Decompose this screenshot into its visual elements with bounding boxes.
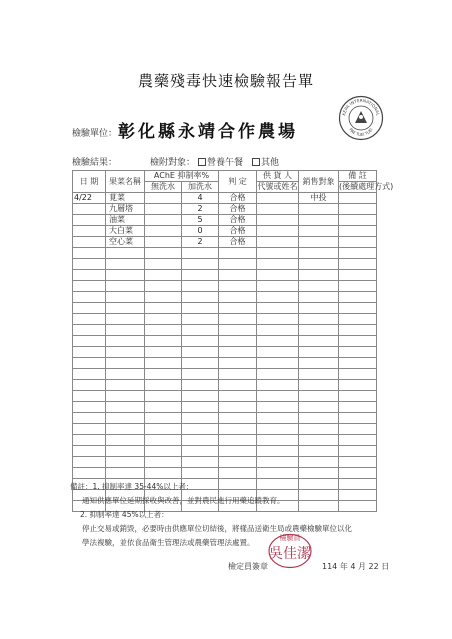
empty-cell <box>73 336 106 347</box>
checkbox-lunch[interactable] <box>198 158 206 166</box>
empty-cell <box>106 292 145 303</box>
empty-cell <box>257 380 299 391</box>
table-row <box>73 237 377 248</box>
cell-judgment: 合格 <box>219 226 257 237</box>
empty-table-row <box>73 457 377 468</box>
empty-cell <box>106 248 145 259</box>
empty-cell <box>106 303 145 314</box>
empty-cell <box>145 369 182 380</box>
empty-cell <box>106 402 145 413</box>
empty-table-row <box>73 435 377 446</box>
empty-cell <box>219 292 257 303</box>
empty-cell <box>339 281 377 292</box>
empty-cell <box>182 270 219 281</box>
table-row <box>73 226 377 237</box>
empty-cell <box>106 369 145 380</box>
cell-unwashed <box>145 193 182 204</box>
empty-cell <box>257 325 299 336</box>
header-produce: 果菜名稱 <box>106 171 145 193</box>
empty-cell <box>145 336 182 347</box>
empty-cell <box>257 457 299 468</box>
empty-cell <box>299 446 339 457</box>
empty-cell <box>339 270 377 281</box>
report-table <box>72 170 394 512</box>
empty-cell <box>299 402 339 413</box>
empty-cell <box>219 413 257 424</box>
empty-cell <box>339 248 377 259</box>
cell-unwashed <box>145 204 182 215</box>
notes-line-2: 通知供應單位延期採收與改善，並對農民進行用藥追蹤教育。 <box>82 496 285 505</box>
empty-cell <box>219 402 257 413</box>
empty-cell <box>106 358 145 369</box>
cell-produce: 油菜 <box>106 215 145 226</box>
notes-line-5: 學法複驗，並依食品衛生管理法或農藥管理法處置。 <box>82 538 255 547</box>
cell-washed: 4 <box>182 193 219 204</box>
empty-cell <box>219 281 257 292</box>
empty-cell <box>339 446 377 457</box>
empty-cell <box>339 435 377 446</box>
cell-supplier <box>257 237 299 248</box>
empty-cell <box>219 457 257 468</box>
empty-cell <box>182 446 219 457</box>
empty-cell <box>257 336 299 347</box>
empty-cell <box>73 325 106 336</box>
empty-cell <box>339 292 377 303</box>
empty-table-row <box>73 369 377 380</box>
empty-cell <box>106 424 145 435</box>
empty-cell <box>257 314 299 325</box>
header-unwashed: 無洗水 <box>145 182 182 193</box>
empty-table-row <box>73 347 377 358</box>
empty-cell <box>182 336 219 347</box>
empty-table-row <box>73 281 377 292</box>
empty-cell <box>182 380 219 391</box>
empty-cell <box>182 424 219 435</box>
empty-cell <box>145 435 182 446</box>
empty-cell <box>73 457 106 468</box>
empty-cell <box>182 468 219 479</box>
empty-cell <box>145 259 182 270</box>
empty-table-row <box>73 303 377 314</box>
table-row <box>73 204 377 215</box>
empty-cell <box>299 369 339 380</box>
empty-cell <box>257 358 299 369</box>
empty-cell <box>106 457 145 468</box>
empty-cell <box>219 391 257 402</box>
empty-cell <box>145 446 182 457</box>
empty-cell <box>339 380 377 391</box>
empty-cell <box>257 259 299 270</box>
cell-produce: 大白菜 <box>106 226 145 237</box>
empty-cell <box>299 468 339 479</box>
empty-table-row <box>73 413 377 424</box>
empty-cell <box>219 468 257 479</box>
empty-cell <box>145 314 182 325</box>
empty-cell <box>299 281 339 292</box>
report-title: 農藥殘毒快速檢驗報告單 <box>137 72 314 90</box>
empty-cell <box>106 336 145 347</box>
empty-cell <box>106 435 145 446</box>
empty-cell <box>182 292 219 303</box>
empty-cell <box>299 325 339 336</box>
empty-cell <box>219 424 257 435</box>
empty-cell <box>106 413 145 424</box>
cell-unwashed <box>145 215 182 226</box>
cell-washed: 2 <box>182 237 219 248</box>
empty-cell <box>219 259 257 270</box>
empty-cell <box>145 248 182 259</box>
svg-text:PAE TUEI TUEI <box>348 127 373 137</box>
notes-line-3: 2. 抑制率達 45%以上者： <box>80 510 169 519</box>
cell-sales-target <box>299 215 339 226</box>
cell-sales-target <box>299 204 339 215</box>
cell-sales-target <box>299 237 339 248</box>
empty-cell <box>299 435 339 446</box>
cell-remarks <box>339 204 377 215</box>
empty-table-row <box>73 391 377 402</box>
stamp-top-text: 檢驗員 <box>279 534 301 542</box>
cell-washed: 5 <box>182 215 219 226</box>
empty-cell <box>145 358 182 369</box>
empty-cell <box>219 358 257 369</box>
empty-cell <box>219 336 257 347</box>
empty-cell <box>219 347 257 358</box>
empty-cell <box>182 358 219 369</box>
empty-cell <box>106 281 145 292</box>
empty-cell <box>182 413 219 424</box>
empty-cell <box>299 424 339 435</box>
empty-cell <box>73 281 106 292</box>
cell-remarks <box>339 237 377 248</box>
target-label: 檢附對象： <box>150 158 196 168</box>
empty-cell <box>182 369 219 380</box>
cell-remarks <box>339 215 377 226</box>
empty-table-row <box>73 424 377 435</box>
empty-cell <box>145 270 182 281</box>
empty-cell <box>219 248 257 259</box>
cell-sales-target <box>299 226 339 237</box>
empty-cell <box>106 446 145 457</box>
cell-judgment: 合格 <box>219 237 257 248</box>
empty-cell <box>182 457 219 468</box>
empty-cell <box>73 446 106 457</box>
empty-cell <box>106 468 145 479</box>
empty-cell <box>339 325 377 336</box>
cell-produce: 九層塔 <box>106 204 145 215</box>
empty-cell <box>339 424 377 435</box>
empty-cell <box>257 402 299 413</box>
empty-cell <box>106 259 145 270</box>
empty-cell <box>73 468 106 479</box>
cell-sales-target: 中投 <box>299 193 339 204</box>
cell-judgment: 合格 <box>219 215 257 226</box>
empty-cell <box>145 413 182 424</box>
empty-cell <box>299 358 339 369</box>
cell-date <box>73 237 106 248</box>
empty-cell <box>182 435 219 446</box>
empty-cell <box>257 270 299 281</box>
organization-seal-icon <box>338 95 384 141</box>
notes-line-1: 1. 抑制率達 35-44%以上者： <box>92 482 194 491</box>
empty-cell <box>73 424 106 435</box>
empty-cell <box>257 468 299 479</box>
cell-produce: 莧菜 <box>106 193 145 204</box>
empty-cell <box>299 380 339 391</box>
empty-cell <box>145 468 182 479</box>
cell-judgment: 合格 <box>219 193 257 204</box>
empty-cell <box>73 380 106 391</box>
empty-cell <box>182 391 219 402</box>
empty-cell <box>145 303 182 314</box>
empty-table-row <box>73 325 377 336</box>
empty-cell <box>299 314 339 325</box>
empty-cell <box>73 259 106 270</box>
empty-cell <box>299 270 339 281</box>
empty-table-row <box>73 402 377 413</box>
empty-cell <box>339 259 377 270</box>
target-option-lunch-label: 營養午餐 <box>207 158 244 168</box>
cell-supplier <box>257 193 299 204</box>
empty-cell <box>106 314 145 325</box>
cell-remarks <box>339 226 377 237</box>
empty-cell <box>339 391 377 402</box>
empty-cell <box>145 391 182 402</box>
stamp-name: 吳佳潔 <box>269 546 311 562</box>
inspector-label: 檢定員簽章 <box>228 562 268 571</box>
cell-produce: 空心菜 <box>106 237 145 248</box>
empty-cell <box>182 314 219 325</box>
cell-supplier <box>257 204 299 215</box>
empty-cell <box>219 435 257 446</box>
empty-cell <box>182 402 219 413</box>
empty-cell <box>182 259 219 270</box>
cell-washed: 0 <box>182 226 219 237</box>
empty-table-row <box>73 468 377 479</box>
empty-cell <box>339 457 377 468</box>
target-option-other[interactable] <box>252 155 279 168</box>
cell-date <box>73 204 106 215</box>
empty-cell <box>299 303 339 314</box>
target-option-lunch[interactable] <box>198 155 243 168</box>
empty-cell <box>219 446 257 457</box>
empty-cell <box>73 248 106 259</box>
notes-prefix: 備註： <box>70 482 93 491</box>
cell-washed: 2 <box>182 204 219 215</box>
empty-cell <box>257 292 299 303</box>
cell-judgment: 合格 <box>219 204 257 215</box>
empty-cell <box>339 303 377 314</box>
empty-cell <box>73 358 106 369</box>
empty-cell <box>299 336 339 347</box>
empty-cell <box>257 413 299 424</box>
empty-cell <box>182 248 219 259</box>
empty-cell <box>106 391 145 402</box>
empty-cell <box>73 402 106 413</box>
empty-cell <box>73 391 106 402</box>
checkbox-other[interactable] <box>252 158 260 166</box>
table-row <box>73 215 377 226</box>
empty-table-row <box>73 314 377 325</box>
empty-cell <box>257 281 299 292</box>
cell-supplier <box>257 215 299 226</box>
cell-unwashed <box>145 237 182 248</box>
empty-cell <box>219 314 257 325</box>
empty-cell <box>145 281 182 292</box>
empty-cell <box>219 270 257 281</box>
header-remarks: 備 註 <box>339 171 377 182</box>
empty-cell <box>106 380 145 391</box>
cell-date <box>73 226 106 237</box>
empty-cell <box>145 402 182 413</box>
empty-table-row <box>73 259 377 270</box>
empty-cell <box>299 347 339 358</box>
empty-cell <box>257 435 299 446</box>
empty-cell <box>257 391 299 402</box>
empty-table-row <box>73 292 377 303</box>
empty-cell <box>73 303 106 314</box>
header-ache: AChE 抑制率% <box>145 171 219 182</box>
table-row <box>73 193 377 204</box>
empty-cell <box>219 380 257 391</box>
empty-cell <box>73 270 106 281</box>
unit-name: 彰化縣永靖合作農場 <box>118 122 298 142</box>
empty-cell <box>299 413 339 424</box>
empty-cell <box>257 446 299 457</box>
header-supplier-sub: 代號或姓名 <box>257 182 298 191</box>
header-judgment: 判 定 <box>219 171 257 193</box>
unit-label: 檢驗單位： <box>72 129 118 139</box>
empty-cell <box>145 347 182 358</box>
notes-block <box>70 480 380 550</box>
seal-top-text: KEPA INTERNATIONAL <box>341 97 381 117</box>
cell-supplier <box>257 226 299 237</box>
empty-cell <box>145 292 182 303</box>
empty-cell <box>299 248 339 259</box>
empty-cell <box>106 347 145 358</box>
empty-cell <box>219 369 257 380</box>
empty-cell <box>339 336 377 347</box>
empty-cell <box>339 358 377 369</box>
empty-cell <box>73 369 106 380</box>
empty-cell <box>339 347 377 358</box>
empty-cell <box>257 248 299 259</box>
header-date: 日 期 <box>73 171 106 193</box>
inspector-stamp <box>268 533 312 569</box>
empty-cell <box>339 314 377 325</box>
empty-cell <box>339 468 377 479</box>
cell-date <box>73 215 106 226</box>
empty-table-row <box>73 380 377 391</box>
empty-cell <box>106 270 145 281</box>
empty-cell <box>145 380 182 391</box>
empty-table-row <box>73 446 377 457</box>
empty-cell <box>145 325 182 336</box>
header-remarks-sub: (後續處理方式) <box>339 182 394 191</box>
empty-cell <box>73 314 106 325</box>
empty-cell <box>182 325 219 336</box>
empty-cell <box>73 435 106 446</box>
result-label: 檢驗結果： <box>72 158 118 168</box>
empty-cell <box>182 281 219 292</box>
header-sales-target: 銷售對象 <box>299 171 339 193</box>
empty-cell <box>299 391 339 402</box>
target-option-other-label: 其他 <box>261 158 280 168</box>
empty-cell <box>257 369 299 380</box>
empty-table-row <box>73 358 377 369</box>
empty-cell <box>339 402 377 413</box>
empty-cell <box>257 347 299 358</box>
empty-table-row <box>73 248 377 259</box>
notes-line-4: 停止交易或銷毀，必要時由供應單位切結後，將樣品送衛生局或農藥檢驗單位以化 <box>82 524 352 533</box>
empty-cell <box>145 424 182 435</box>
empty-cell <box>257 424 299 435</box>
empty-cell <box>339 369 377 380</box>
empty-cell <box>106 325 145 336</box>
cell-unwashed <box>145 226 182 237</box>
empty-cell <box>219 303 257 314</box>
empty-cell <box>339 413 377 424</box>
empty-cell <box>299 259 339 270</box>
empty-cell <box>182 303 219 314</box>
header-supplier: 供 貨 人 <box>257 171 299 182</box>
empty-cell <box>299 292 339 303</box>
empty-cell <box>182 347 219 358</box>
empty-cell <box>145 457 182 468</box>
empty-cell <box>73 413 106 424</box>
cell-date: 4/22 <box>73 193 106 204</box>
seal-bottom-text: PAE TUEI TUEI <box>348 127 374 138</box>
empty-cell <box>257 303 299 314</box>
empty-cell <box>73 292 106 303</box>
report-date: 114 年 4 月 22 日 <box>322 562 390 571</box>
empty-cell <box>73 347 106 358</box>
empty-table-row <box>73 270 377 281</box>
empty-cell <box>219 325 257 336</box>
empty-cell <box>299 457 339 468</box>
header-washed: 加洗水 <box>182 182 219 193</box>
empty-table-row <box>73 336 377 347</box>
cell-remarks <box>339 193 377 204</box>
